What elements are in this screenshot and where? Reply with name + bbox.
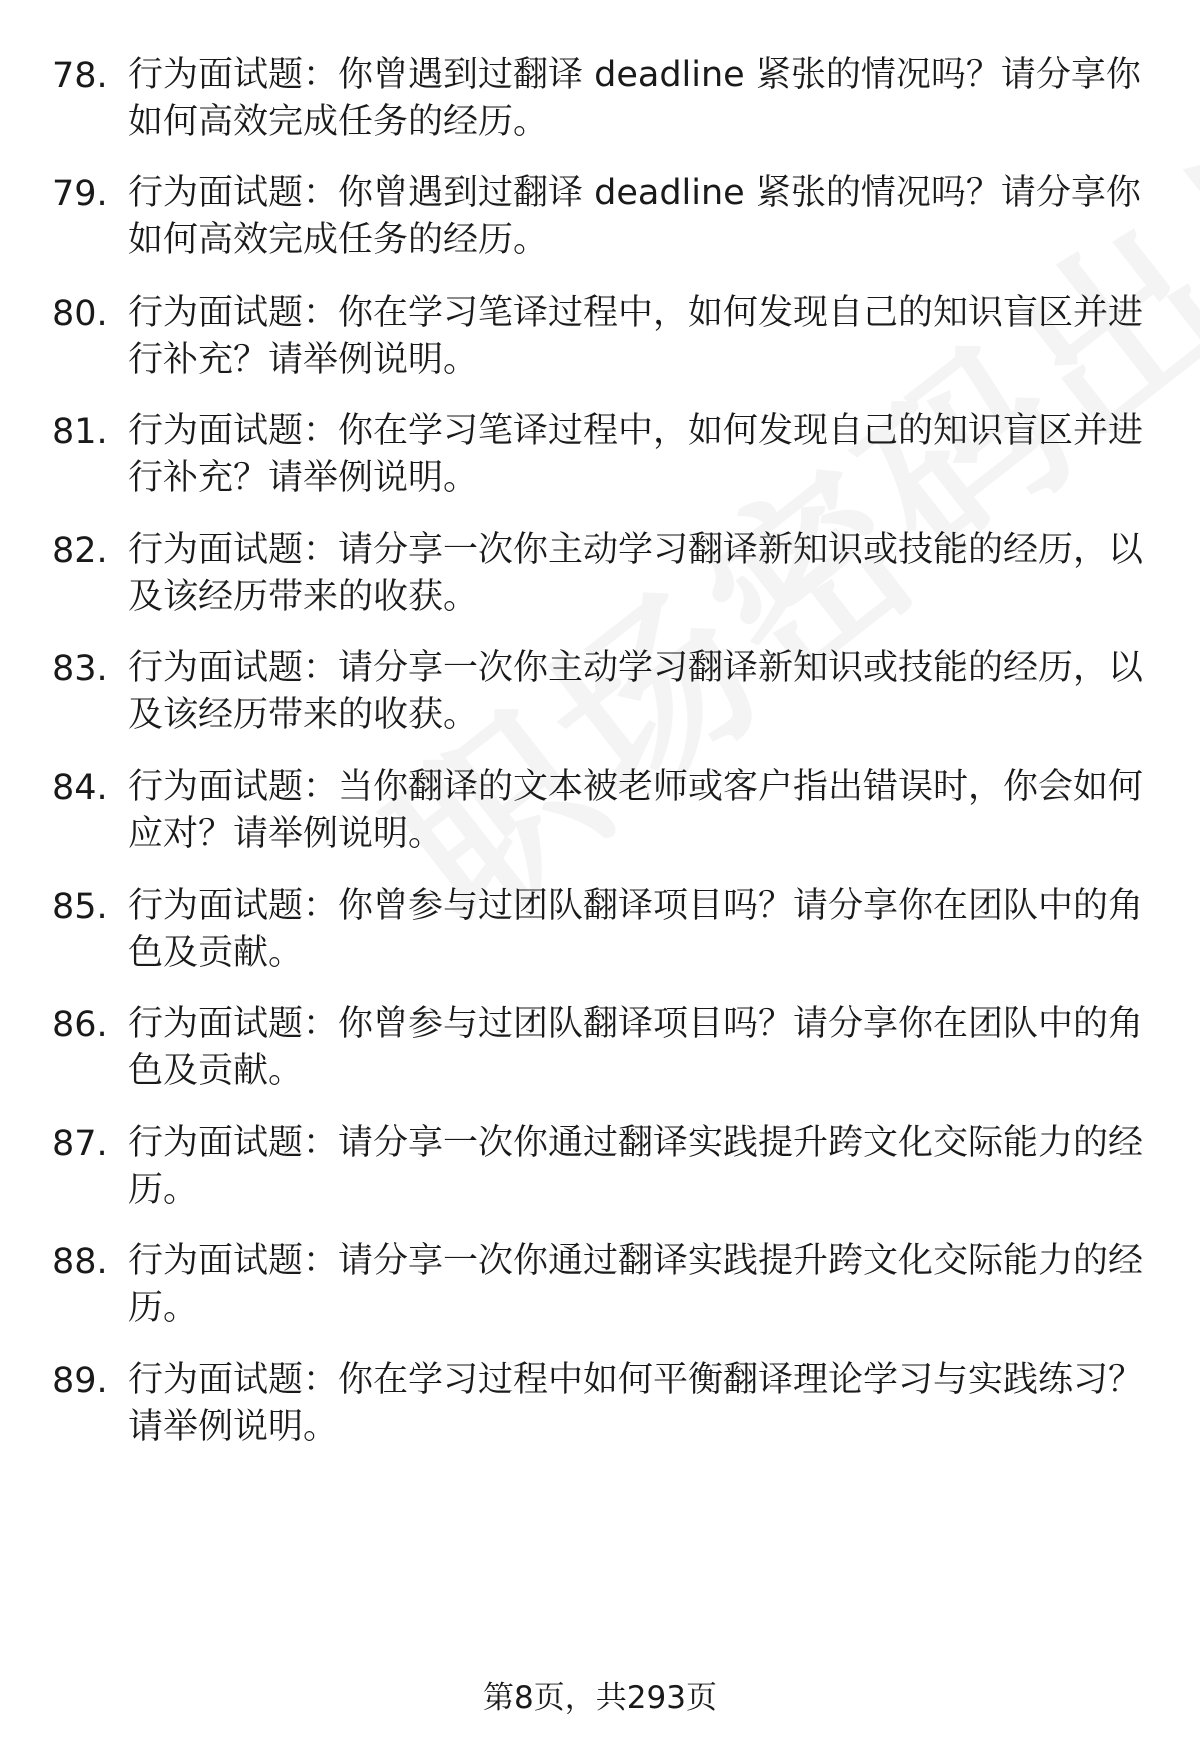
question-item <box>0 408 1200 508</box>
question-text: 行为面试题：你曾参与过团队翻译项目吗？请分享你在团队中的角色及贡献。 <box>128 1004 1144 1091</box>
question-number: 82. <box>52 531 108 571</box>
question-item <box>0 290 1200 390</box>
question-number: 78. <box>52 56 108 96</box>
question-text: 行为面试题：你曾遇到过翻译 deadline 紧张的情况吗？请分享你如何高效完成任务的经历。 <box>128 173 1141 260</box>
question-number: 81. <box>52 412 108 452</box>
question-number: 88. <box>52 1242 108 1282</box>
question-number: 83. <box>52 649 108 689</box>
question-text: 行为面试题：你在学习笔译过程中，如何发现自己的知识盲区并进行补充？请举例说明。 <box>128 411 1144 498</box>
question-number: 87. <box>52 1124 108 1164</box>
question-number: 86. <box>52 1005 108 1045</box>
question-item <box>0 645 1200 745</box>
question-text: 行为面试题：当你翻译的文本被老师或客户指出错误时，你会如何应对？请举例说明。 <box>128 767 1144 854</box>
question-text: 行为面试题：你在学习过程中如何平衡翻译理论学习与实践练习？请举例说明。 <box>128 1360 1144 1447</box>
question-item <box>0 527 1200 627</box>
question-number: 89. <box>52 1361 108 1401</box>
question-text: 行为面试题：请分享一次你通过翻译实践提升跨文化交际能力的经历。 <box>128 1241 1144 1328</box>
page-indicator: 第8页，共293页 <box>483 1680 717 1716</box>
question-number: 80. <box>52 294 108 334</box>
question-item <box>0 764 1200 864</box>
question-item <box>0 52 1200 152</box>
question-item <box>0 1357 1200 1457</box>
question-item <box>0 1120 1200 1220</box>
question-number: 79. <box>52 174 108 214</box>
question-text: 行为面试题：请分享一次你主动学习翻译新知识或技能的经历，以及该经历带来的收获。 <box>128 530 1144 617</box>
question-text: 行为面试题：请分享一次你通过翻译实践提升跨文化交际能力的经历。 <box>128 1123 1144 1210</box>
question-text: 行为面试题：你曾参与过团队翻译项目吗？请分享你在团队中的角色及贡献。 <box>128 886 1144 973</box>
question-number: 85. <box>52 887 108 927</box>
question-item <box>0 1001 1200 1101</box>
question-text: 行为面试题：你曾遇到过翻译 deadline 紧张的情况吗？请分享你如何高效完成任务的经历。 <box>128 55 1141 142</box>
question-number: 84. <box>52 768 108 808</box>
question-text: 行为面试题：请分享一次你主动学习翻译新知识或技能的经历，以及该经历带来的收获。 <box>128 648 1144 735</box>
question-item <box>0 883 1200 983</box>
question-item <box>0 170 1200 270</box>
question-item <box>0 1238 1200 1338</box>
question-text: 行为面试题：你在学习笔译过程中，如何发现自己的知识盲区并进行补充？请举例说明。 <box>128 293 1144 380</box>
